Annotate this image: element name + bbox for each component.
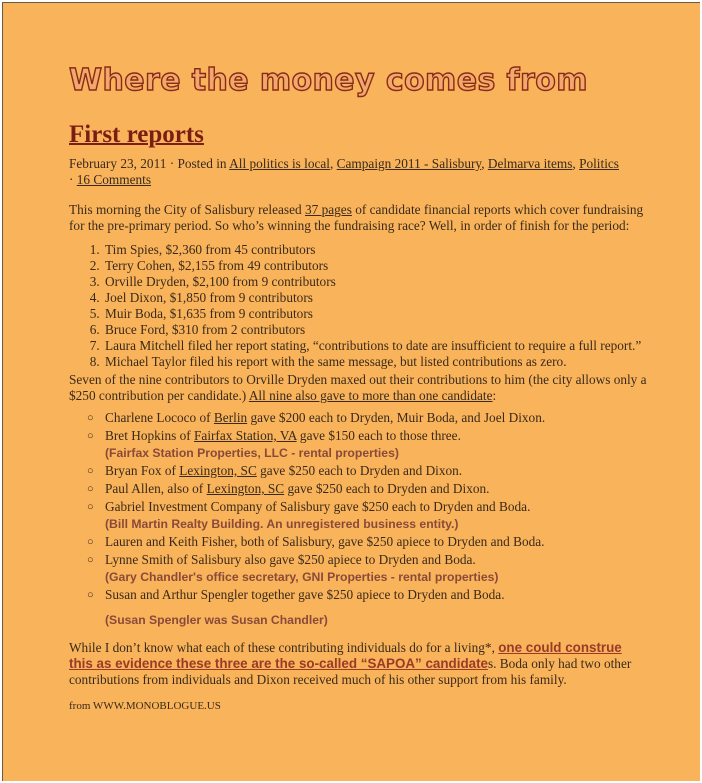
post-meta	[69, 156, 647, 188]
list-item: 8. Michael Taylor filed his report with the same message, but listed contributions as zero.	[103, 354, 647, 370]
list-item	[83, 534, 647, 550]
handwritten-headline: Where the money comes from	[69, 63, 588, 98]
paragraph-text: s. Boda only had two other contributions from individuals and Dixon received much of his other support from his family.	[69, 656, 632, 687]
bullet-icon: ○	[87, 501, 94, 513]
category-link[interactable]: Politics	[579, 156, 619, 171]
list-item	[83, 587, 647, 628]
place-link[interactable]: Lexington, SC	[206, 481, 285, 496]
contributor-text: Paul Allen, also of	[105, 481, 207, 496]
intro-paragraph	[69, 202, 647, 234]
bullet-icon: ○	[87, 536, 94, 548]
handwritten-annotation: (Susan Spengler was Susan Chandler)	[105, 613, 328, 627]
contributor-text: Gabriel Investment Company of Salisbury gave $250 each to Dryden and Boda.	[105, 499, 531, 514]
contributor-text: Lynne Smith of Salisbury also gave $250 apiece to Dryden and Boda.	[105, 552, 476, 567]
intro-text: of candidate financial reports which cover fundraising for the pre-primary period. So who’s winning the fundraising race? Well, in order of finish for the period:	[69, 202, 644, 233]
contributor-text: gave $150 each to those three.	[296, 428, 461, 443]
list-item	[83, 463, 647, 479]
contributor-text: Susan and Arthur Spengler together gave $250 apiece to Dryden and Boda.	[105, 587, 505, 602]
bullet-icon: ○	[87, 412, 94, 424]
contributor-text: Charlene Lococo of	[105, 410, 214, 425]
post-body	[69, 156, 647, 714]
place-link[interactable]: Fairfax Station, VA	[194, 428, 297, 443]
list-item	[83, 481, 647, 497]
meta-separator: ,	[572, 156, 580, 171]
contributors-paragraph	[69, 372, 647, 404]
contributor-text: Lauren and Keith Fisher, both of Salisbury, gave $250 apiece to Dryden and Boda.	[105, 534, 545, 549]
post-title[interactable]: First reports	[69, 121, 204, 148]
list-item: 1. Tim Spies, $2,360 from 45 contributors	[103, 242, 647, 258]
highlighted-annotation: one could construe this as evidence these three are the so-called “SAPOA” candidate	[69, 640, 622, 671]
paragraph-text: While I don’t know what each of these contributing individuals do for a living*,	[69, 640, 499, 655]
list-item	[83, 410, 647, 426]
reports-link[interactable]: 37 pages	[304, 202, 352, 217]
list-item	[83, 428, 647, 461]
bullet-icon: ○	[87, 465, 94, 477]
contributor-list	[83, 410, 647, 628]
contributor-text: gave $250 each to Dryden and Dixon.	[284, 481, 490, 496]
paragraph-text: Seven of the nine contributors to Orville Dryden maxed out their contributions to him (the city allows only a $250 contribution per candidate.)	[69, 372, 647, 403]
meta-separator: ,	[481, 156, 488, 171]
bullet-icon: ○	[87, 589, 94, 601]
source-attribution: from WWW.MONOBLOGUE.US	[69, 700, 221, 712]
scanned-page	[2, 2, 700, 781]
handwritten-annotation: (Gary Chandler's office secretary, GNI Properties - rental properties)	[105, 570, 499, 584]
closing-paragraph	[69, 640, 647, 688]
paragraph-text: :	[492, 388, 497, 403]
category-link[interactable]: Delmarva items	[487, 156, 573, 171]
handwritten-annotation: (Bill Martin Realty Building. An unregistered business entity.)	[105, 517, 459, 531]
list-item: 6. Bruce Ford, $310 from 2 contributors	[103, 322, 647, 338]
intro-text: This morning the City of Salisbury released	[69, 202, 305, 217]
category-link[interactable]: All politics is local	[229, 156, 330, 171]
bullet-icon: ○	[87, 483, 94, 495]
contributor-text: Bret Hopkins of	[105, 428, 195, 443]
place-link[interactable]: Lexington, SC	[179, 463, 257, 478]
place-link[interactable]: Berlin	[213, 410, 248, 425]
list-item: 7. Laura Mitchell filed her report stating, “contributions to date are insufficient to require a full report.”	[103, 338, 647, 354]
contributor-text: Bryan Fox of	[105, 463, 180, 478]
fundraising-ranking-list	[103, 242, 647, 370]
contributor-text: gave $200 each to Dryden, Muir Boda, and Joel Dixon.	[247, 410, 546, 425]
list-item: 4. Joel Dixon, $1,850 from 9 contributors	[103, 290, 647, 306]
meta-separator: ,	[330, 156, 337, 171]
list-item: 2. Terry Cohen, $2,155 from 49 contributors	[103, 258, 647, 274]
category-link[interactable]: Campaign 2011 - Salisbury	[336, 156, 482, 171]
meta-separator: ·	[69, 172, 77, 187]
list-item: 3. Orville Dryden, $2,100 from 9 contributors	[103, 274, 647, 290]
contributor-text: gave $250 each to Dryden and Dixon.	[256, 463, 463, 478]
list-item	[83, 552, 647, 585]
list-item: 5. Muir Boda, $1,635 from 9 contributors	[103, 306, 647, 322]
handwritten-annotation: (Fairfax Station Properties, LLC - rental properties)	[105, 446, 399, 460]
post-date: February 23, 2011 · Posted in	[69, 156, 230, 171]
comments-link[interactable]: 16 Comments	[76, 172, 152, 187]
bullet-icon: ○	[87, 430, 94, 442]
all-nine-link[interactable]: All nine also gave to more than one candidate	[248, 388, 493, 403]
list-item	[83, 499, 647, 532]
bullet-icon: ○	[87, 554, 94, 566]
